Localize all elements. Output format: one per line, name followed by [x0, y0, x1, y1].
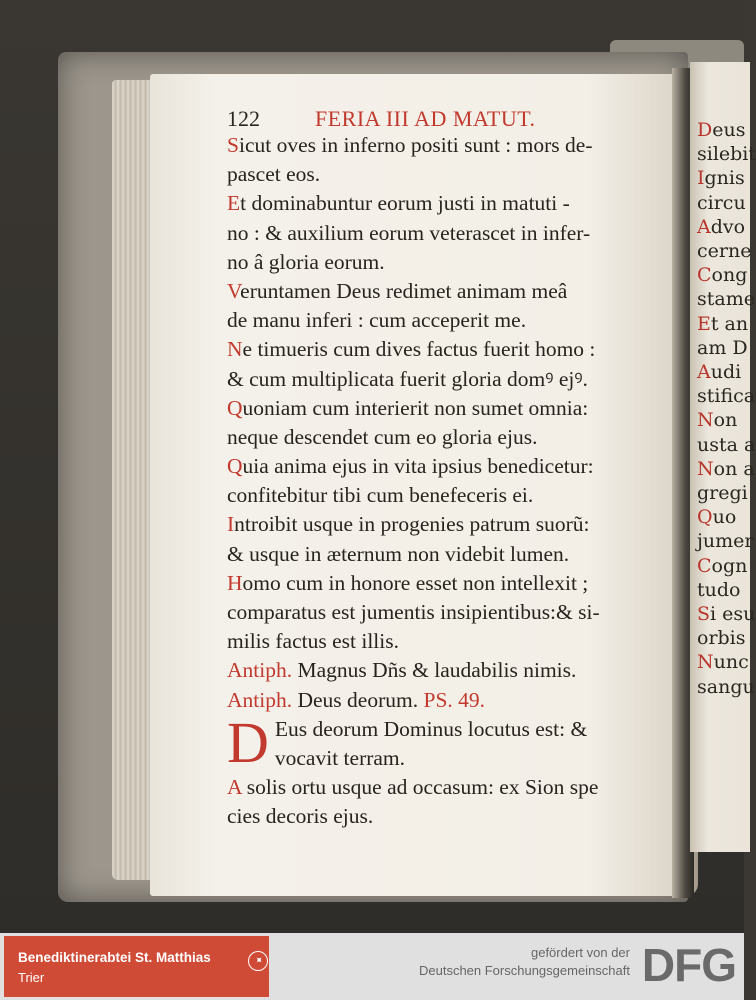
- body-text: confitebitur tibi cum benefeceris ei.: [227, 483, 534, 508]
- text-line: [697, 360, 747, 384]
- text-line: [697, 263, 747, 287]
- text-lines: [227, 131, 677, 715]
- drop-initial: D: [227, 709, 269, 775]
- text-line: [227, 540, 677, 569]
- body-text: dvo: [710, 215, 746, 238]
- text-line: [227, 219, 677, 248]
- text-line: [697, 384, 756, 408]
- text-line: [227, 569, 677, 598]
- body-text: orbis: [697, 627, 746, 650]
- body-text: uoniam cum interierit non sumet omnia:: [242, 395, 589, 420]
- text-line: [697, 626, 747, 650]
- rubric-text: Antiph.: [227, 658, 293, 683]
- rubric-text: H: [227, 570, 243, 595]
- institution-name: Benediktinerabtei St. Matthias: [18, 950, 211, 965]
- rubric-text: N: [697, 457, 714, 480]
- text-line: [227, 481, 677, 510]
- text-line: [697, 312, 747, 336]
- text-line: [697, 554, 747, 578]
- page-number: 122: [227, 106, 260, 131]
- text-lines-after: [227, 773, 677, 831]
- rubric-text: A: [227, 775, 242, 800]
- rubric-text: E: [227, 191, 241, 216]
- body-text: & cum multiplicata fuerit gloria domꝰ ejꝰ.: [227, 366, 588, 391]
- text-line: vocavit terram.: [274, 745, 406, 770]
- text-line: [227, 306, 677, 335]
- text-line: [227, 131, 677, 160]
- body-text: i esu: [710, 603, 756, 626]
- body-text: de manu inferi : cum acceperit me.: [227, 308, 527, 333]
- body-text: Deus deorum.: [292, 687, 424, 712]
- rubric-text: C: [697, 554, 712, 577]
- rubric-text: A: [697, 215, 711, 238]
- text-line: [227, 802, 677, 831]
- right-page-text: [697, 118, 756, 699]
- institution-city: Trier: [18, 970, 45, 985]
- body-text: gnis: [704, 167, 745, 190]
- abbey-emblem-icon: ✦: [244, 947, 272, 975]
- body-text: cies decoris ejus.: [227, 804, 374, 829]
- rubric-text: S: [697, 603, 711, 626]
- text-line: [697, 505, 747, 529]
- body-text: comparatus est jumentis insipientibus:& si-: [227, 600, 600, 624]
- body-text: t dominabuntur eorum justi in matuti -: [240, 191, 570, 216]
- body-text: pascet eos.: [227, 162, 321, 187]
- rubric-text: N: [697, 409, 714, 432]
- body-text: eruntamen Deus redimet animam meâ: [240, 278, 568, 303]
- text-line: [227, 277, 677, 306]
- rubric-text: D: [697, 119, 713, 141]
- body-text: solis ortu usque ad occasum: ex Sion spe: [241, 775, 599, 800]
- text-line: [227, 452, 677, 481]
- text-line: [697, 166, 747, 190]
- text-line: [697, 457, 755, 481]
- running-head: FERIA III AD MATUT.: [315, 106, 536, 131]
- body-text: gregi: [697, 482, 748, 505]
- rubric-text: I: [227, 512, 235, 537]
- rubric-text: C: [697, 264, 712, 287]
- rubric-text: N: [697, 651, 714, 674]
- page-header: [227, 106, 687, 132]
- body-text: & usque in æternum non videbit lumen.: [227, 541, 570, 566]
- text-line: [697, 239, 752, 263]
- text-line: [697, 433, 756, 457]
- body-text: on: [713, 409, 738, 432]
- text-line: [227, 160, 677, 189]
- body-text: stame: [697, 288, 755, 311]
- drop-cap-verse: [227, 709, 677, 775]
- body-text: on a: [713, 457, 755, 480]
- body-text: ogn: [711, 554, 748, 577]
- rubric-text: N: [227, 337, 243, 362]
- text-line: [227, 248, 677, 277]
- text-line: [227, 510, 677, 539]
- text-line: [227, 598, 677, 627]
- body-text: sangu: [697, 675, 755, 698]
- text-line: [697, 481, 747, 505]
- body-text: uia anima ejus in vita ipsius benedicetur:: [242, 454, 594, 479]
- rubric-text: S: [227, 133, 239, 157]
- text-line: [227, 627, 677, 656]
- body-text: tudo: [697, 578, 741, 601]
- text-line: [697, 408, 747, 432]
- text-line: [697, 529, 754, 553]
- body-text: eus: [712, 119, 746, 141]
- text-line: [697, 142, 756, 166]
- footer-bar: [0, 933, 744, 1000]
- text-line: [227, 423, 677, 452]
- text-line: [697, 118, 747, 142]
- text-line: [697, 602, 756, 626]
- text-line: [227, 656, 677, 685]
- body-text: cerne: [697, 240, 752, 263]
- body-text: icut oves in inferno positi sunt : mors de-: [238, 133, 593, 157]
- rubric-text: V: [227, 278, 241, 303]
- rubric-text: Q: [227, 454, 243, 479]
- body-text: neque descendet cum eo gloria ejus.: [227, 424, 538, 449]
- rubric-text: Q: [697, 506, 713, 529]
- body-text: ntroibit usque in progenies patrum suorũ:: [234, 512, 590, 537]
- body-text: milis factus est illis.: [227, 629, 399, 654]
- funding-line-2: Deutschen Forschungsgemeinschaft: [418, 963, 630, 978]
- rubric-text: Q: [227, 395, 243, 420]
- body-text: uo: [712, 506, 737, 529]
- body-text: usta a: [697, 433, 756, 456]
- text-line: [697, 336, 747, 360]
- text-line: Eus deorum Dominus locutus est: &: [274, 716, 588, 741]
- body-text: ong: [711, 264, 748, 287]
- body-text: am D: [697, 336, 748, 359]
- institution-logo[interactable]: [4, 936, 269, 997]
- body-text: t an: [710, 312, 749, 335]
- text-line: [697, 215, 747, 239]
- body-text: e timueris cum dives factus fuerit homo :: [242, 337, 596, 362]
- text-line: [227, 365, 677, 394]
- funding-line-1: gefördert von der: [530, 945, 630, 960]
- text-line: [697, 578, 747, 602]
- text-line: [227, 189, 677, 218]
- body-text: silebit: [697, 143, 756, 166]
- text-line: [227, 773, 677, 802]
- text-line: [227, 394, 677, 423]
- dfg-logo[interactable]: DFG: [641, 939, 736, 991]
- body-text: stifica: [697, 385, 756, 408]
- rubric-text: Antiph.: [227, 687, 293, 712]
- rubric-text: E: [697, 312, 711, 335]
- text-line: [697, 287, 755, 311]
- body-text: Magnus Dñs & laudabilis nimis.: [292, 658, 577, 683]
- rubric-text: PS. 49.: [423, 687, 486, 712]
- rubric-text: A: [697, 361, 711, 384]
- body-text: omo cum in honore esset non intellexit ;: [242, 570, 589, 595]
- text-line: [227, 335, 677, 364]
- text-line: [697, 191, 747, 215]
- body-text: unc: [713, 651, 749, 674]
- text-line: [227, 686, 677, 715]
- page-text: [227, 131, 677, 832]
- rubric-text: I: [697, 167, 705, 190]
- body-text: no : & auxilium eorum veterascet in infer-: [227, 220, 591, 245]
- body-text: circu: [697, 191, 746, 214]
- body-text: jumer: [697, 530, 754, 553]
- body-text: udi: [710, 361, 742, 384]
- body-text: no â gloria eorum.: [227, 249, 385, 274]
- text-line: [697, 650, 747, 674]
- text-line: [697, 675, 755, 699]
